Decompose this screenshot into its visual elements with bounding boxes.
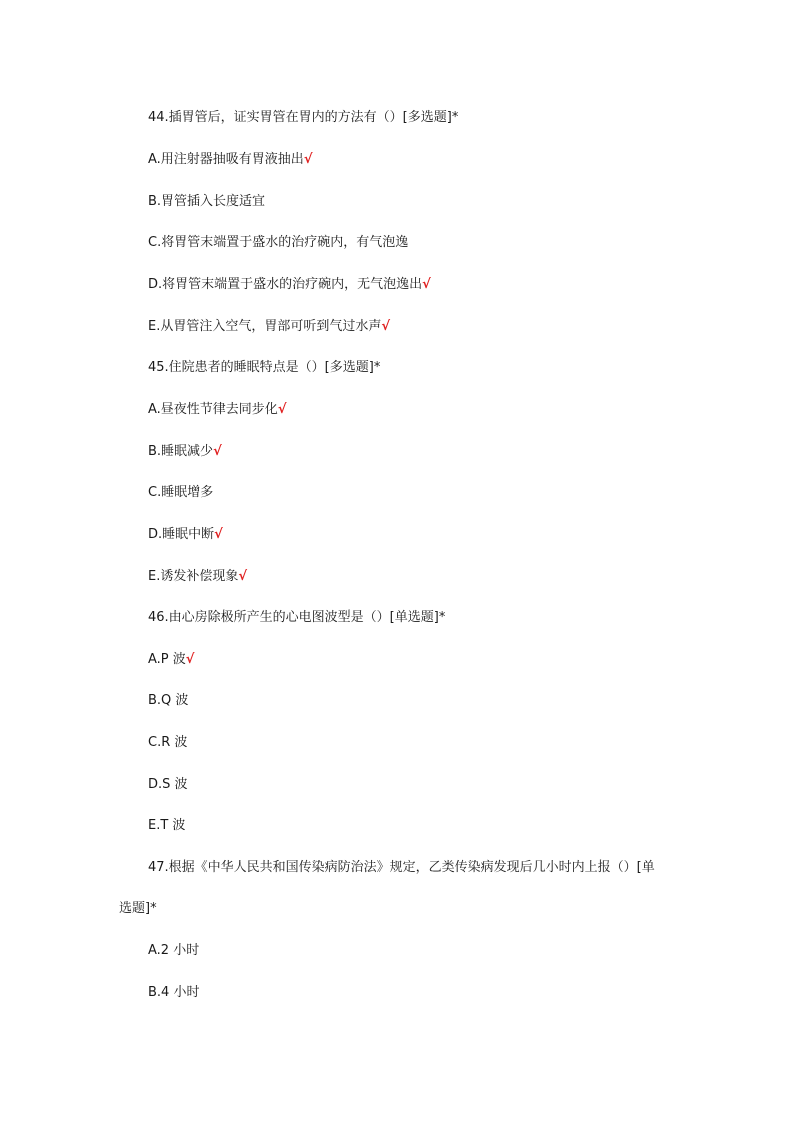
question-45-option-d: D.睡眠中断√ (148, 527, 223, 542)
question-45-option-e: E.诱发补偿现象√ (148, 569, 248, 584)
question-44-option-d: D.将胃管末端置于盛水的治疗碗内，无气泡逸出√ (148, 277, 431, 292)
question-47-stem: 47.根据《中华人民共和国传染病防治法》规定，乙类传染病发现后几小时内上报（）[单 (148, 860, 655, 875)
question-47-option-b: B.4 小时 (148, 985, 200, 1000)
correct-check-icon: √ (238, 569, 248, 584)
question-45-stem: 45.住院患者的睡眠特点是（）[多选题]* (148, 360, 381, 375)
question-46-option-c: C.R 波 (148, 735, 188, 750)
question-45-option-c: C.睡眠增多 (148, 485, 214, 500)
correct-check-icon: √ (185, 652, 195, 667)
correct-check-icon: √ (422, 277, 431, 292)
question-44-stem: 44.插胃管后，证实胃管在胃内的方法有（）[多选题]* (148, 110, 459, 125)
question-45-option-b: B.睡眠减少√ (148, 444, 222, 459)
question-44-option-e: E.从胃管注入空气，胃部可听到气过水声√ (148, 319, 391, 334)
question-46-option-e: E.T 波 (148, 818, 186, 833)
correct-check-icon: √ (303, 152, 313, 167)
question-44-option-a: A.用注射器抽吸有胃液抽出√ (148, 152, 313, 167)
question-44-option-b: B.胃管插入长度适宜 (148, 194, 266, 209)
question-45-option-a: A.昼夜性节律去同步化√ (148, 402, 287, 417)
question-46-option-a: A.P 波√ (148, 652, 195, 667)
question-47-option-a: A.2 小时 (148, 943, 200, 958)
question-44-option-c: C.将胃管末端置于盛水的治疗碗内，有气泡逸 (148, 235, 409, 250)
question-46-option-b: B.Q 波 (148, 693, 189, 708)
correct-check-icon: √ (381, 319, 391, 334)
question-46-stem: 46.由心房除极所产生的心电图波型是（）[单选题]* (148, 610, 446, 625)
correct-check-icon: √ (277, 402, 287, 417)
correct-check-icon: √ (213, 444, 222, 459)
question-46-option-d: D.S 波 (148, 777, 188, 792)
question-47-stem-continued: 选题]* (119, 901, 157, 916)
correct-check-icon: √ (214, 527, 223, 542)
